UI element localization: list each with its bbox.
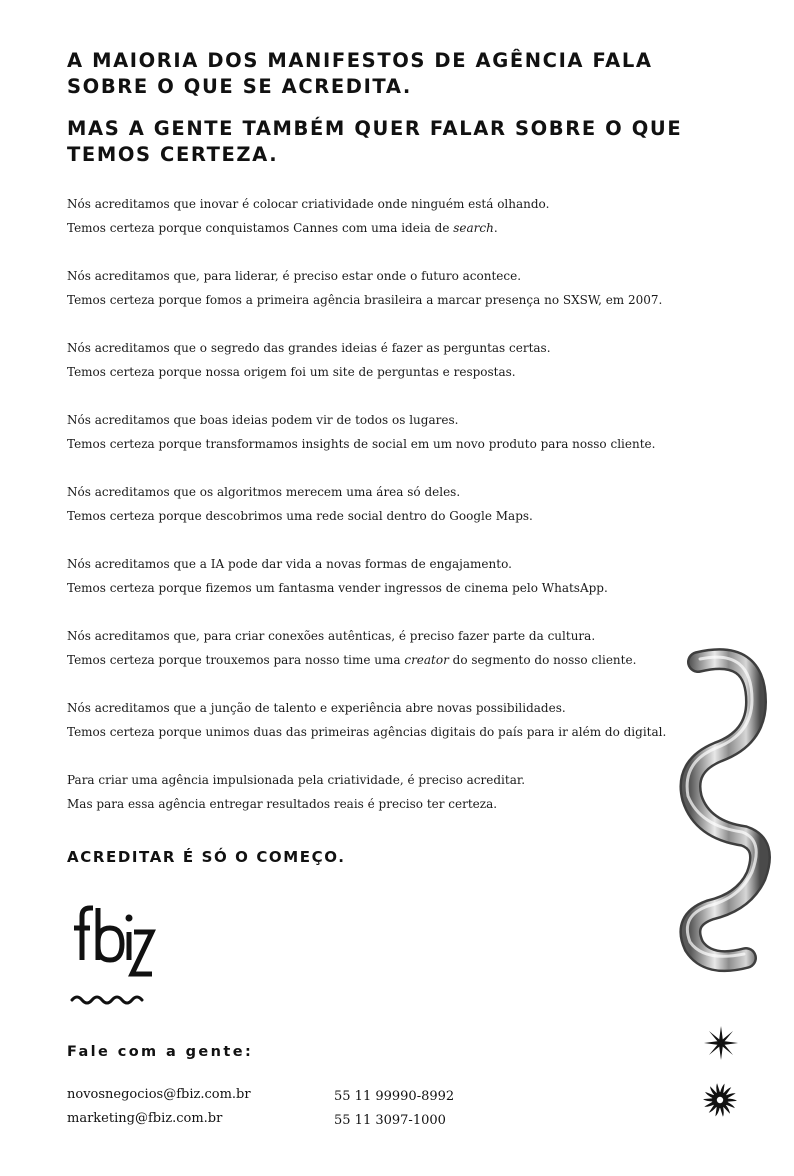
headline-secondary: MAS A GENTE TAMBÉM QUER FALAR SOBRE O QUE TEMOS CERTEZA. bbox=[67, 117, 683, 166]
proof-line bbox=[67, 288, 667, 312]
belief-line: Para criar uma agência impulsionada pela criatividade, é preciso acreditar. bbox=[67, 773, 526, 787]
belief-line: Nós acreditamos que boas ideias podem vir de todos os lugares. bbox=[67, 413, 459, 427]
belief-line: Nós acreditamos que o segredo das grandes ideias é fazer as perguntas certas. bbox=[67, 341, 551, 355]
belief-line: Nós acreditamos que, para liderar, é preciso estar onde o futuro acontece. bbox=[67, 269, 522, 283]
manifesto-paragraph bbox=[67, 336, 667, 384]
email-link[interactable]: marketing@fbiz.com.br bbox=[67, 1111, 223, 1126]
proof-emphasis: creator bbox=[404, 653, 449, 667]
closing-statement: ACREDITAR É SÓ O COMEÇO. bbox=[67, 848, 346, 866]
contact-emails bbox=[67, 1083, 251, 1131]
asterisk-star-icon bbox=[702, 1024, 740, 1062]
proof-line bbox=[67, 504, 667, 528]
proof-emphasis: search bbox=[453, 221, 494, 235]
proof-text: Temos certeza porque transformamos insights de social em um novo produto para nosso cliente. bbox=[67, 437, 656, 451]
manifesto-paragraph bbox=[67, 408, 667, 456]
headline-primary: A MAIORIA DOS MANIFESTOS DE AGÊNCIA FALA SOBRE O QUE SE ACREDITA. bbox=[67, 49, 653, 98]
manifesto-paragraph bbox=[67, 480, 667, 528]
contact-phones bbox=[334, 1085, 454, 1133]
proof-line bbox=[67, 576, 667, 600]
proof-text: Temos certeza porque descobrimos uma rede social dentro do Google Maps. bbox=[67, 509, 533, 523]
contact-title: Fale com a gente: bbox=[67, 1044, 254, 1060]
proof-text: Temos certeza porque fizemos um fantasma vender ingressos de cinema pelo WhatsApp. bbox=[67, 581, 608, 595]
proof-line bbox=[67, 720, 667, 744]
belief-line: Nós acreditamos que inovar é colocar criatividade onde ninguém está olhando. bbox=[67, 197, 550, 211]
wave-mark-icon bbox=[70, 991, 146, 1005]
proof-text: Temos certeza porque conquistamos Cannes com uma ideia de bbox=[67, 221, 454, 235]
proof-text: Temos certeza porque unimos duas das primeiras agências digitais do país para ir além do digital. bbox=[67, 725, 667, 739]
belief-line: Nós acreditamos que os algoritmos merecem uma área só deles. bbox=[67, 485, 461, 499]
sun-ray bbox=[703, 1098, 713, 1101]
sun-burst-icon bbox=[702, 1082, 738, 1118]
manifesto-paragraph bbox=[67, 192, 667, 240]
manifesto-paragraph bbox=[67, 264, 667, 312]
email-link[interactable]: novosnegocios@fbiz.com.br bbox=[67, 1087, 251, 1102]
sun-ray bbox=[727, 1098, 737, 1101]
proof-text: Mas para essa agência entregar resultados reais é preciso ter certeza. bbox=[67, 797, 498, 811]
phone-number[interactable]: 55 11 99990-8992 bbox=[334, 1089, 455, 1104]
proof-line bbox=[67, 432, 667, 456]
proof-text-end: . bbox=[493, 221, 498, 235]
proof-text: Temos certeza porque fomos a primeira agência brasileira a marcar presença no SXSW, em 2007. bbox=[67, 293, 663, 307]
manifesto-paragraph bbox=[67, 624, 667, 672]
proof-line bbox=[67, 648, 667, 672]
proof-line bbox=[67, 216, 667, 240]
proof-line bbox=[67, 360, 667, 384]
belief-line: Nós acreditamos que a IA pode dar vida a novas formas de engajamento. bbox=[67, 557, 512, 571]
belief-line: Nós acreditamos que, para criar conexões autênticas, é preciso fazer parte da cultura. bbox=[67, 629, 596, 643]
manifesto-paragraph bbox=[67, 768, 667, 816]
manifesto-paragraph bbox=[67, 552, 667, 600]
phone-number[interactable]: 55 11 3097-1000 bbox=[334, 1113, 446, 1128]
proof-text-end: do segmento do nosso cliente. bbox=[448, 653, 637, 667]
proof-text: Temos certeza porque trouxemos para nosso time uma bbox=[67, 653, 405, 667]
belief-line: Nós acreditamos que a junção de talento e experiência abre novas possibilidades. bbox=[67, 701, 566, 715]
manifesto-paragraph bbox=[67, 696, 667, 744]
fbiz-logo bbox=[66, 902, 158, 982]
chrome-squiggle-icon bbox=[668, 640, 778, 990]
proof-text: Temos certeza porque nossa origem foi um site de perguntas e respostas. bbox=[67, 365, 516, 379]
proof-line bbox=[67, 792, 667, 816]
